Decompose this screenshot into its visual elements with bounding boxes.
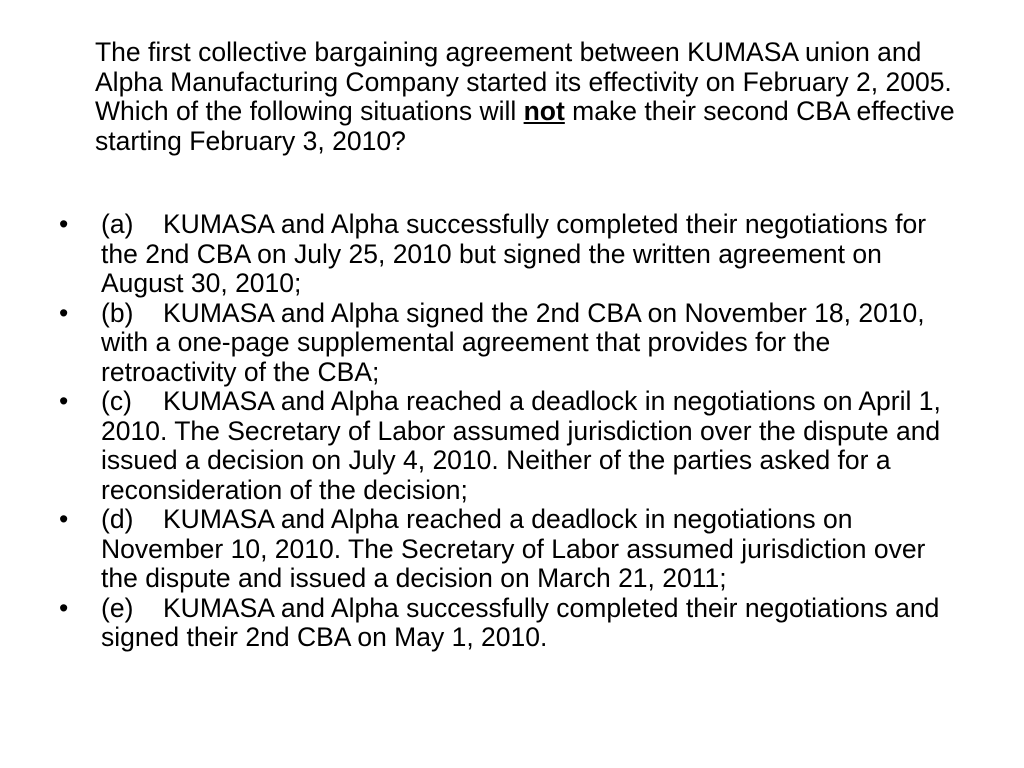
- bullet-icon: •: [59, 297, 69, 328]
- option-letter: (d): [101, 504, 134, 534]
- option-text: KUMASA and Alpha reached a deadlock in negotiations on November 10, 2010. The Secretary of Labor assumed jurisdiction over the dispute and issued a decision on March 21, 2011;: [101, 504, 926, 593]
- option-text: KUMASA and Alpha signed the 2nd CBA on November 18, 2010, with a one-page supplemental agreement that provides for the retroactivity of the CBA;: [101, 297, 925, 387]
- question-text-after: make their second CBA effective starting February 3, 2010?: [95, 96, 955, 156]
- option-a: [0, 210, 966, 299]
- option-d: [0, 505, 966, 594]
- option-letter: (e): [101, 592, 134, 623]
- option-text: KUMASA and Alpha successfully completed their negotiations and signed their 2nd CBA on May 1, 2010.: [101, 592, 940, 652]
- question-text: [95, 38, 975, 156]
- bullet-icon: •: [59, 592, 69, 623]
- option-text: KUMASA and Alpha reached a deadlock in negotiations on April 1, 2010. The Secretary of Labor assumed jurisdiction over the dispute and issued a decision on July 4, 2010. Neither of the parties asked for a reconsideration of the decision;: [101, 386, 941, 505]
- options-list: [0, 210, 1024, 653]
- question-emphasis: not: [523, 96, 565, 126]
- question-text-before: The first collective bargaining agreement between KUMASA union and Alpha Manufacturing Company started its effectivity on February 2, 2005. Which of the following situations will: [95, 37, 952, 126]
- bullet-icon: •: [59, 386, 69, 416]
- option-text: KUMASA and Alpha successfully completed their negotiations for the 2nd CBA on July 25, 2010 but signed the written agreement on August 30, 2010;: [101, 209, 927, 298]
- option-b: [0, 299, 966, 388]
- option-letter: (c): [101, 386, 132, 416]
- option-letter: (b): [101, 297, 134, 328]
- option-e: [0, 594, 966, 653]
- bullet-icon: •: [59, 504, 69, 534]
- bullet-icon: •: [59, 209, 69, 239]
- option-c: [0, 387, 966, 505]
- option-letter: (a): [101, 209, 134, 239]
